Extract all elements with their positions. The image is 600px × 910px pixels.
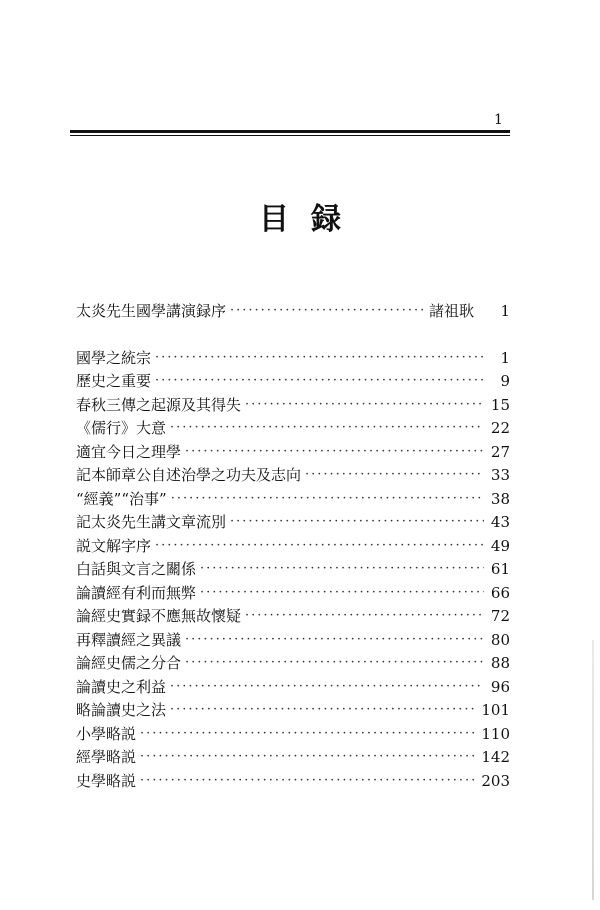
toc-entry-title: 適宜今日之理學 xyxy=(76,442,182,461)
toc-entry-title: 論讀史之利益 xyxy=(76,677,167,696)
toc-entry-page: 1 xyxy=(500,302,510,320)
toc-entry-page: 1 xyxy=(500,348,510,367)
toc-entry-title: 春秋三傳之起源及其得失 xyxy=(76,395,242,414)
toc-entry-title: 小學略説 xyxy=(76,724,137,743)
toc-entry xyxy=(76,557,510,581)
toc-entry-page: 61 xyxy=(490,560,510,578)
toc-entry xyxy=(76,721,510,745)
toc-entry-title: 《儒行》大意 xyxy=(76,419,167,437)
toc-list xyxy=(76,345,510,792)
toc-entry-title: 論經史儒之分合 xyxy=(76,654,182,672)
toc-entry-page: 203 xyxy=(481,771,510,790)
scan-edge-shadow xyxy=(592,640,594,900)
toc-leader-dots xyxy=(170,676,484,698)
toc-entry-title: 記太炎先生講文章流別 xyxy=(76,513,227,531)
toc-entry-title: 經學略説 xyxy=(76,748,137,766)
toc-leader-dots xyxy=(200,582,484,604)
toc-entry xyxy=(76,345,510,369)
toc-leader-dots xyxy=(185,652,484,674)
toc-entry-title: 國學之統宗 xyxy=(76,348,152,367)
toc-preface-entry xyxy=(76,300,510,322)
toc-entry-title: 白話與文言之關係 xyxy=(76,560,197,578)
toc-entry-title: 史學略説 xyxy=(76,771,137,790)
toc-entry-title: 太炎先生國學講演録序 xyxy=(76,302,227,320)
toc-entry-page: 110 xyxy=(481,724,510,743)
toc-entry-title: 論讀經有利而無弊 xyxy=(76,583,197,602)
toc-leader-dots xyxy=(140,770,477,792)
toc-entry-title: 説文解字序 xyxy=(76,536,152,555)
toc-leader-dots xyxy=(155,370,484,392)
toc-leader-dots xyxy=(230,511,484,533)
toc-entry xyxy=(76,463,510,487)
toc-entry-page: 80 xyxy=(490,630,510,649)
toc-entry xyxy=(76,392,510,416)
toc-entry xyxy=(76,580,510,604)
toc-entry-page: 38 xyxy=(490,489,510,508)
toc-leader-dots xyxy=(245,394,484,416)
toc-entry xyxy=(76,369,510,393)
toc-leader-dots xyxy=(170,699,477,721)
toc-entry xyxy=(76,486,510,510)
toc-entry xyxy=(76,439,510,463)
toc-entry-page: 9 xyxy=(500,372,510,390)
toc-entry xyxy=(76,745,510,769)
toc-entry xyxy=(76,674,510,698)
toc-entry-title: 論經史實録不應無故懷疑 xyxy=(76,607,242,625)
toc-entry-title: 再釋讀經之異議 xyxy=(76,630,182,649)
toc-entry xyxy=(76,651,510,675)
toc-leader-dots xyxy=(170,417,484,439)
toc-entry-page: 66 xyxy=(490,583,510,602)
toc-entry-page: 15 xyxy=(490,395,510,414)
toc-entry-page: 88 xyxy=(490,654,510,672)
toc-entry-page: 22 xyxy=(490,419,510,437)
toc-leader-dots xyxy=(230,300,425,322)
toc-entry-author: 諸祖耿 xyxy=(428,302,474,320)
toc-entry-title: 記本師章公自述治學之功夫及志向 xyxy=(76,466,302,484)
toc-entry-page: 33 xyxy=(490,466,510,484)
toc-entry xyxy=(76,627,510,651)
toc-leader-dots xyxy=(155,347,484,369)
toc-entry xyxy=(76,416,510,440)
toc-entry-page: 142 xyxy=(481,748,510,766)
toc-entry-page: 101 xyxy=(481,701,510,719)
toc-leader-dots xyxy=(140,746,477,768)
toc-leader-dots xyxy=(185,629,484,651)
toc-entry xyxy=(76,604,510,628)
toc-leader-dots xyxy=(155,535,484,557)
toc-entry xyxy=(76,510,510,534)
header-rule xyxy=(70,130,510,133)
toc-leader-dots xyxy=(245,605,484,627)
toc-entry xyxy=(76,698,510,722)
toc-entry-page: 72 xyxy=(490,607,510,625)
toc-entry-title: 歷史之重要 xyxy=(76,372,152,390)
toc-leader-dots xyxy=(140,723,477,745)
toc-leader-dots xyxy=(171,488,484,510)
toc-entry-page: 27 xyxy=(490,442,510,461)
toc-leader-dots xyxy=(305,464,484,486)
toc-entry-page: 49 xyxy=(490,536,510,555)
toc-entry-page: 96 xyxy=(490,677,510,696)
page-title: 目録 xyxy=(259,202,363,237)
toc-entry-title: 略論讀史之法 xyxy=(76,701,167,719)
toc-entry-page: 43 xyxy=(490,513,510,531)
toc-entry-title: “經義”“治事” xyxy=(76,489,167,508)
toc-entry xyxy=(76,533,510,557)
toc-entry xyxy=(76,768,510,792)
toc-leader-dots xyxy=(200,558,484,580)
page-number: 1 xyxy=(494,112,503,128)
toc-leader-dots xyxy=(185,441,484,463)
